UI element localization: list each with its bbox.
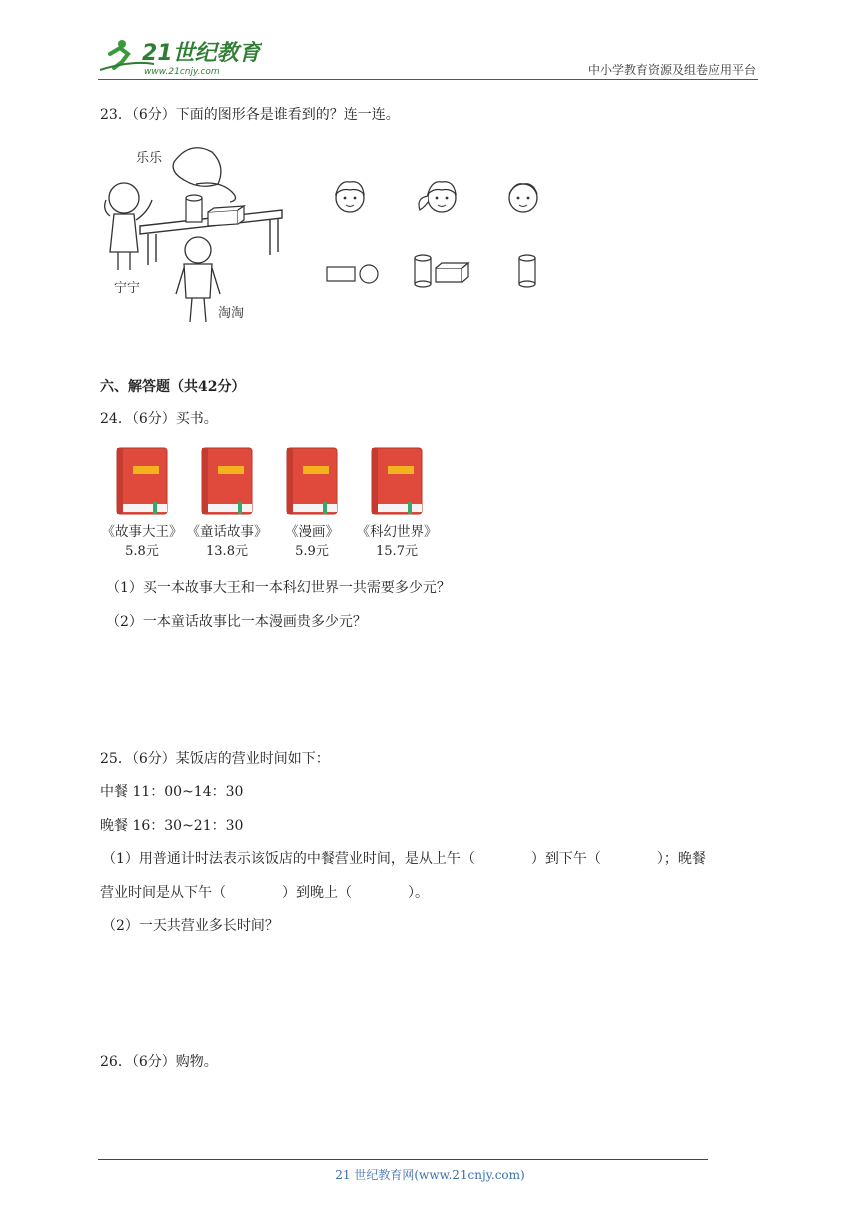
- question-26-title: 26．（6分）购物。: [100, 1054, 218, 1070]
- platform-name: 中小学教育资源及组卷应用平台: [587, 63, 756, 77]
- header-divider: [98, 79, 758, 80]
- question-24-sub1: （1）买一本故事大王和一本科幻世界一共需要多少元？: [106, 580, 451, 596]
- book-title: 《科幻世界》: [356, 524, 438, 540]
- question-25-sub1-line2: 营业时间是从下午（ ）到晚上（ ）。: [100, 885, 429, 901]
- book-price: 5.9元: [295, 544, 329, 559]
- face-boy-icon: [330, 176, 370, 216]
- question-24-title: 24．（6分）买书。: [100, 411, 218, 427]
- face-girl-icon: [412, 176, 464, 216]
- site-logo: [92, 34, 262, 78]
- cylinder-on-table: [186, 195, 202, 222]
- book-item: [182, 446, 272, 559]
- view-cylinder-icon: [516, 252, 538, 288]
- section-6-title: 六、解答题（共42分）: [100, 379, 246, 395]
- label-ningning: 宁宁: [114, 281, 141, 296]
- book-title: 《童话故事》: [186, 524, 268, 540]
- lele-figure: [173, 148, 235, 202]
- ningning-figure: [105, 183, 152, 270]
- book-cover-icon: [370, 446, 424, 516]
- question-25-sub1-line1: （1）用普通计时法表示该饭店的中餐营业时间，是从上午（ ）到下午（ ）；晚餐: [102, 851, 706, 867]
- box-on-table: [208, 206, 244, 226]
- view-rect-circle-icon: [325, 262, 385, 286]
- question-25-title: 25．（6分）某饭店的营业时间如下：: [100, 751, 330, 767]
- book-item: [97, 446, 187, 559]
- book-item: [267, 446, 357, 559]
- book-title: 《漫画》: [285, 524, 339, 540]
- svg-text:21世纪教育: 21世纪教育: [142, 41, 261, 66]
- taotao-figure: [176, 237, 220, 322]
- face-child-icon: [503, 176, 543, 216]
- svg-text:www.21cnjy.com: www.21cnjy.com: [144, 67, 220, 77]
- footer-divider: [98, 1159, 708, 1160]
- dinner-hours: 晚餐 16：30~21：30: [100, 818, 244, 834]
- book-title: 《故事大王》: [101, 524, 183, 540]
- view-cylinder-box-icon: [412, 252, 472, 288]
- scene-illustration: [100, 140, 290, 330]
- book-price: 5.8元: [125, 544, 159, 559]
- book-item: [352, 446, 442, 559]
- book-cover-icon: [285, 446, 339, 516]
- label-taotao: 淘淘: [218, 306, 245, 321]
- question-23-title: 23．（6分）下面的图形各是谁看到的？连一连。: [100, 107, 400, 123]
- book-price: 15.7元: [376, 544, 418, 559]
- book-price: 13.8元: [206, 544, 248, 559]
- lunch-hours: 中餐 11：00~14：30: [100, 784, 244, 800]
- footer-site-link[interactable]: 21 世纪教育网(www.21cnjy.com): [335, 1168, 525, 1182]
- book-cover-icon: [115, 446, 169, 516]
- question-24-sub2: （2）一本童话故事比一本漫画贵多少元？: [106, 614, 367, 630]
- question-25-sub2: （2）一天共营业多长时间？: [102, 918, 279, 934]
- label-lele: 乐乐: [136, 151, 163, 166]
- book-cover-icon: [200, 446, 254, 516]
